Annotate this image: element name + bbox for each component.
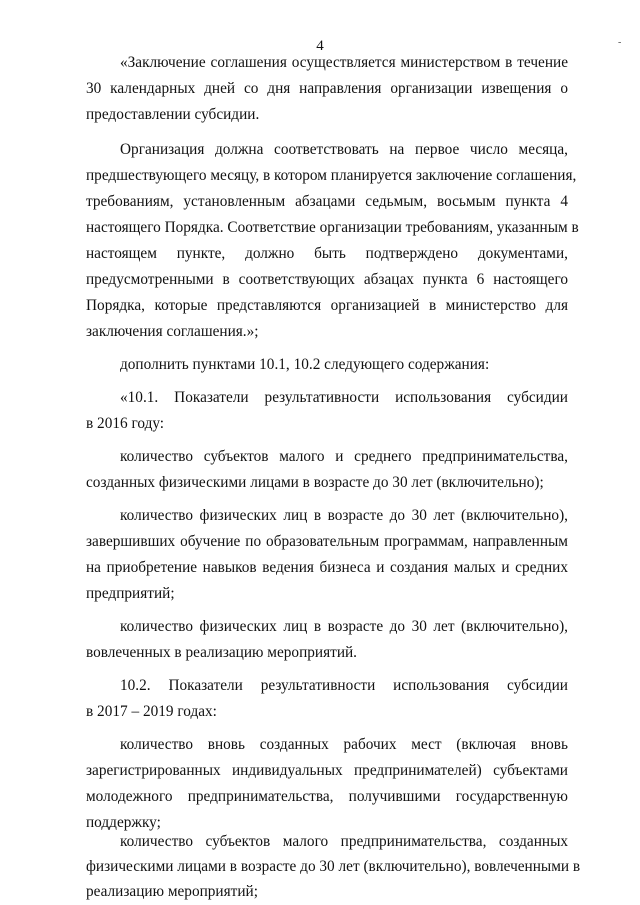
text-line: количество физических лиц в возрасте до 30 лет (включительно),: [120, 618, 568, 635]
text-line: предшествующего месяцу, в котором планируется заключение соглашения,: [86, 167, 577, 184]
text-line: физическими лицами в возрасте до 30 лет (включительно), вовлеченными в: [86, 858, 581, 875]
corner-mark: -: [618, 37, 622, 48]
text-line: дополнить пунктами 10.1, 10.2 следующего содержания:: [120, 356, 490, 373]
text-line: завершивших обучение по образовательным программам, направленным: [86, 533, 568, 550]
text-line: «Заключение соглашения осуществляется министерством в течение: [120, 54, 568, 71]
text-line: 30 календарных дней со дня направления организации извещения о: [86, 80, 568, 97]
text-line: количество вновь созданных рабочих мест (включая вновь: [120, 736, 568, 753]
text-line: количество физических лиц в возрасте до 30 лет (включительно),: [120, 507, 568, 524]
text-line: предоставлении субсидии.: [86, 106, 260, 123]
text-line: 10.2. Показатели результативности использования субсидии: [120, 677, 568, 694]
page-number: 4: [316, 38, 324, 54]
text-line: настоящем пункте, должно быть подтверждено документами,: [86, 245, 568, 262]
text-line: предусмотренными в соответствующих абзацах пункта 6 настоящего: [86, 271, 568, 288]
text-line: требованиям, установленным абзацами седьмым, восьмым пункта 4: [86, 193, 568, 210]
text-line: созданных физическими лицами в возрасте до 30 лет (включительно);: [86, 474, 544, 491]
text-line: настоящего Порядка. Соответствие организации требованиям, указанным в: [86, 219, 579, 236]
text-line: количество субъектов малого предпринимательства, созданных: [120, 833, 568, 850]
text-line: в 2017 – 2019 годах:: [86, 703, 217, 720]
text-line: молодежного предпринимательства, получившими государственную: [86, 788, 568, 805]
text-line: вовлеченных в реализацию мероприятий.: [86, 644, 358, 661]
text-line: Организация должна соответствовать на первое число месяца,: [120, 141, 568, 158]
text-line: в 2016 году:: [86, 415, 165, 432]
text-line: количество субъектов малого и среднего предпринимательства,: [120, 448, 568, 465]
text-line: зарегистрированных индивидуальных предпринимателей) субъектами: [86, 762, 568, 779]
text-line: заключения соглашения.»;: [86, 323, 259, 340]
text-line: реализацию мероприятий;: [86, 883, 258, 900]
text-line: поддержку;: [86, 814, 161, 831]
text-line: предприятий;: [86, 585, 175, 602]
text-line: Порядка, которые представляются организацией в министерство для: [86, 297, 568, 314]
text-line: «10.1. Показатели результативности использования субсидии: [120, 389, 568, 406]
text-line: на приобретение навыков ведения бизнеса и создания малых и средних: [86, 559, 568, 576]
